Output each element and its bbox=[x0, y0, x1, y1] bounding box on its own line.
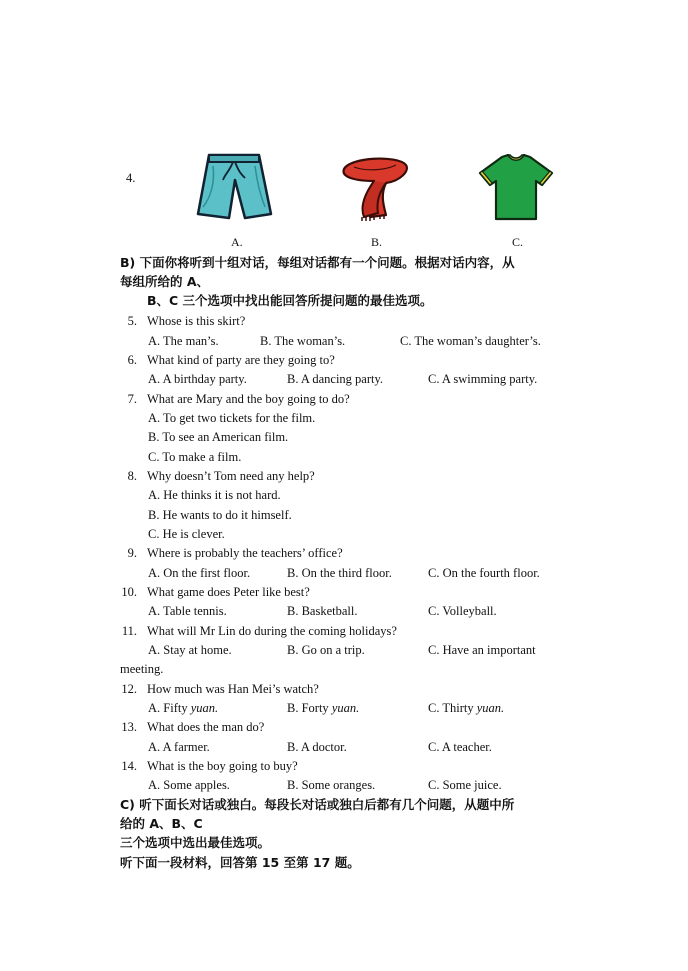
section-c-instruction: 听下面一段材料，回答第 15 至第 17 题。 bbox=[120, 855, 360, 870]
option-c: C. On the fourth floor. bbox=[428, 566, 540, 580]
option-b: B. The woman’s. bbox=[260, 334, 346, 348]
option-a: A. A birthday party. bbox=[148, 372, 247, 386]
option-a: A. On the first floor. bbox=[148, 566, 251, 580]
option-c-continued: meeting. bbox=[120, 662, 164, 676]
tshirt-icon bbox=[478, 153, 554, 223]
question-number: 8. bbox=[127, 469, 137, 483]
option-c: C. The woman’s daughter’s. bbox=[400, 334, 541, 348]
option-c: C. To make a film. bbox=[148, 450, 242, 464]
question-text: What game does Peter like best? bbox=[147, 585, 310, 599]
question-text: Where is probably the teachers’ office? bbox=[147, 546, 343, 560]
option-c: C. Volleyball. bbox=[428, 604, 497, 618]
option-a: A. He thinks it is not hard. bbox=[148, 488, 281, 502]
option-a: A. Stay at home. bbox=[148, 643, 232, 657]
option-c: C. Thirty yuan. bbox=[428, 701, 505, 715]
question-number: 9. bbox=[127, 546, 137, 560]
option-a-unit: yuan. bbox=[190, 701, 219, 715]
question-number: 5. bbox=[127, 314, 137, 328]
question-number: 4. bbox=[126, 171, 136, 185]
section-c-header-line3: 三个选项中选出最佳选项。 bbox=[120, 835, 271, 850]
option-b: B. Go on a trip. bbox=[287, 643, 365, 657]
option-b: B. He wants to do it himself. bbox=[148, 508, 292, 522]
question-text: What kind of party are they going to? bbox=[147, 353, 335, 367]
option-b: B. Some oranges. bbox=[287, 778, 376, 792]
option-a: A. Some apples. bbox=[148, 778, 230, 792]
option-b: B. To see an American film. bbox=[148, 430, 289, 444]
section-c-header-line2: 给的 A、B、C bbox=[120, 816, 203, 831]
question-number: 10. bbox=[121, 585, 137, 599]
option-a: A. A farmer. bbox=[148, 740, 210, 754]
option-label-b: B. bbox=[371, 235, 383, 249]
option-c: C. Have an important bbox=[428, 643, 536, 657]
option-c: C. A teacher. bbox=[428, 740, 492, 754]
question-number: 12. bbox=[121, 682, 137, 696]
section-b-header-line3: B、C 三个选项中找出能回答所提问题的最佳选项。 bbox=[147, 293, 433, 308]
question-text: What does the man do? bbox=[147, 720, 265, 734]
option-c: C. A swimming party. bbox=[428, 372, 538, 386]
option-b: B. A doctor. bbox=[287, 740, 347, 754]
question-number: 6. bbox=[127, 353, 137, 367]
option-b: B. Basketball. bbox=[287, 604, 358, 618]
question-number: 14. bbox=[121, 759, 137, 773]
option-a: A. The man’s. bbox=[148, 334, 219, 348]
option-label-c: C. bbox=[512, 235, 524, 249]
scarf-icon bbox=[340, 155, 412, 221]
option-a: A. To get two tickets for the film. bbox=[148, 411, 316, 425]
question-text: How much was Han Mei’s watch? bbox=[147, 682, 319, 696]
section-b-header-line2: 每组所给的 A、 bbox=[120, 274, 210, 289]
option-b: B. A dancing party. bbox=[287, 372, 384, 386]
question-text: What are Mary and the boy going to do? bbox=[147, 392, 350, 406]
shorts-icon bbox=[193, 152, 273, 222]
option-c-unit: yuan. bbox=[476, 701, 505, 715]
question-number: 7. bbox=[127, 392, 137, 406]
question-number: 13. bbox=[121, 720, 137, 734]
option-a: A. Table tennis. bbox=[148, 604, 227, 618]
question-text: What will Mr Lin do during the coming holidays? bbox=[147, 624, 397, 638]
question-text: Why doesn’t Tom need any help? bbox=[147, 469, 315, 483]
option-a: A. Fifty yuan. bbox=[148, 701, 219, 715]
option-b: B. On the third floor. bbox=[287, 566, 392, 580]
question-text: Whose is this skirt? bbox=[147, 314, 246, 328]
section-b-header-line1: B) 下面你将听到十组对话，每组对话都有一个问题。根据对话内容，从 bbox=[120, 255, 515, 270]
option-b-unit: yuan. bbox=[331, 701, 360, 715]
option-label-a: A. bbox=[231, 235, 243, 249]
question-number: 11. bbox=[121, 624, 137, 638]
section-c-header-line1: C) 听下面长对话或独白。每段长对话或独白后都有几个问题，从题中所 bbox=[120, 797, 515, 812]
question-text: What is the boy going to buy? bbox=[147, 759, 298, 773]
option-c: C. Some juice. bbox=[428, 778, 502, 792]
option-c: C. He is clever. bbox=[148, 527, 225, 541]
option-b: B. Forty yuan. bbox=[287, 701, 360, 715]
